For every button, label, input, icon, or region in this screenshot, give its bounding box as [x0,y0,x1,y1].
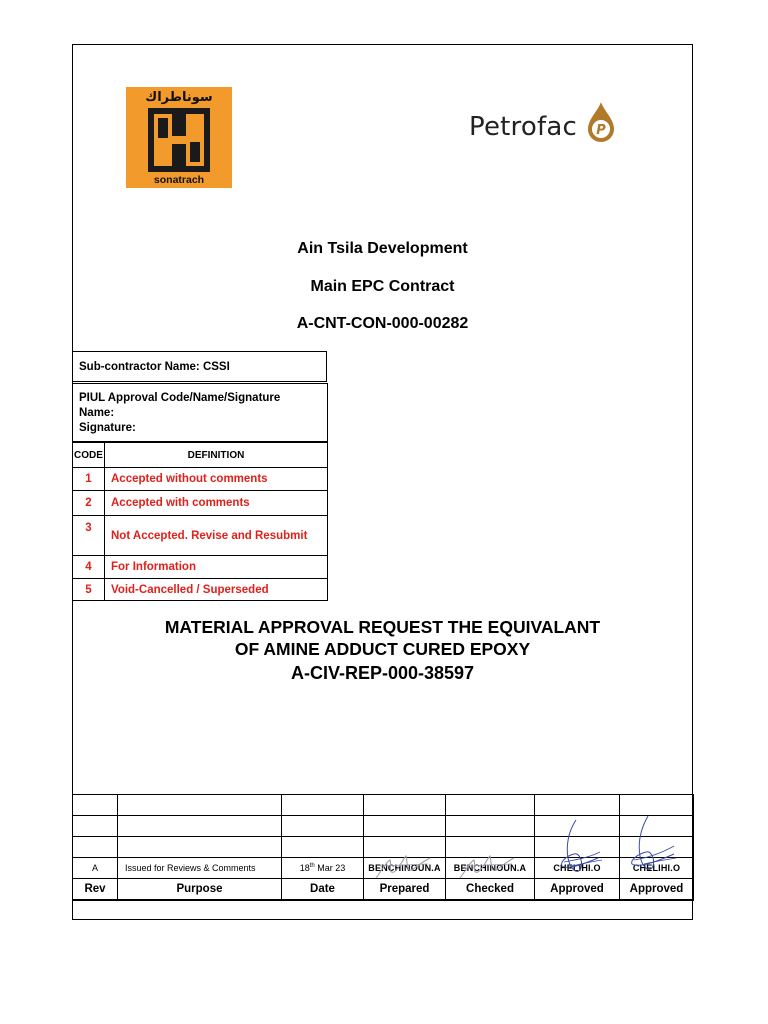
empty-cell [73,816,118,837]
piul-line-1: PIUL Approval Code/Name/Signature [79,392,281,404]
prepared-signature-icon [372,852,434,882]
empty-cell [73,837,118,858]
rev-cell: A [73,858,118,879]
table-row [73,491,328,516]
code-cell: 4 [73,556,105,579]
codes-header-definition: DEFINITION [105,443,328,468]
definition-cell: Void-Cancelled / Superseded [105,579,328,601]
empty-cell [282,816,364,837]
empty-cell [282,795,364,816]
approved1-cell: CHELIHI.O [535,858,620,879]
rev-header: Rev [73,879,118,901]
code-cell: 5 [73,579,105,601]
approved2-signature-icon [624,814,680,880]
empty-cell [118,816,282,837]
sonatrach-emblem-icon [148,108,210,172]
approved2-cell: CHELIHI.O [620,858,694,879]
approval-codes-table [72,442,328,601]
code-cell: 1 [73,468,105,491]
approved1-header: Approved [535,879,620,901]
codes-header-code: CODE [73,443,105,468]
table-row [73,556,328,579]
prepared-cell: BENCHINOUN.A [364,858,446,879]
project-title: Ain Tsila Development [297,240,468,257]
code-cell: 3 [73,516,105,556]
empty-cell [364,816,446,837]
subcontractor-box: Sub-contractor Name: CSSI [72,351,327,382]
definition-cell: For Information [105,556,328,579]
empty-cell [118,837,282,858]
code-cell: 2 [73,491,105,516]
svg-text:P: P [596,123,606,138]
piul-signature-label: Signature: [79,422,136,434]
empty-cell [282,837,364,858]
document-number: A-CIV-REP-000-38597 [290,663,475,683]
sonatrach-arabic-text: سوناطراك [145,90,213,105]
empty-cell [73,795,118,816]
empty-cell [535,795,620,816]
approved1-signature-icon [554,818,606,882]
table-row [73,579,328,601]
table-row [73,468,328,491]
approved2-header: Approved [620,879,694,901]
revision-empty-row [73,795,694,816]
checked-header: Checked [446,879,535,901]
empty-cell [446,795,535,816]
contract-number: A-CNT-CON-000-00282 [296,315,469,332]
sonatrach-logo [126,87,232,188]
piul-approval-box [72,383,328,442]
table-row [73,516,328,556]
definition-cell: Accepted with comments [105,491,328,516]
empty-cell [620,795,694,816]
purpose-header: Purpose [118,879,282,901]
codes-header-row [73,443,328,468]
purpose-cell: Issued for Reviews & Comments [118,858,282,879]
petrofac-drop-icon [586,101,616,143]
document-title-line-1: MATERIAL APPROVAL REQUEST THE EQUIVALANT [164,617,601,637]
date-header: Date [282,879,364,901]
date-rest: Mar 23 [317,863,346,873]
definition-cell: Accepted without comments [105,468,328,491]
date-day: 18 [299,863,310,873]
date-suffix: th [309,863,315,869]
piul-name-label: Name: [79,407,115,419]
contract-title: Main EPC Contract [310,278,455,295]
prepared-header: Prepared [364,879,446,901]
empty-cell [118,795,282,816]
sonatrach-latin-text: sonatrach [153,174,205,186]
date-cell [282,858,364,879]
definition-cell: Not Accepted. Revise and Resubmit [105,516,328,556]
document-title-line-2: OF AMINE ADDUCT CURED EPOXY [234,639,531,659]
empty-cell [446,816,535,837]
checked-signature-icon [456,852,518,882]
empty-cell [364,795,446,816]
checked-cell: BENCHINOUN.A [446,858,535,879]
petrofac-logo-text: Petrofac [469,112,577,142]
